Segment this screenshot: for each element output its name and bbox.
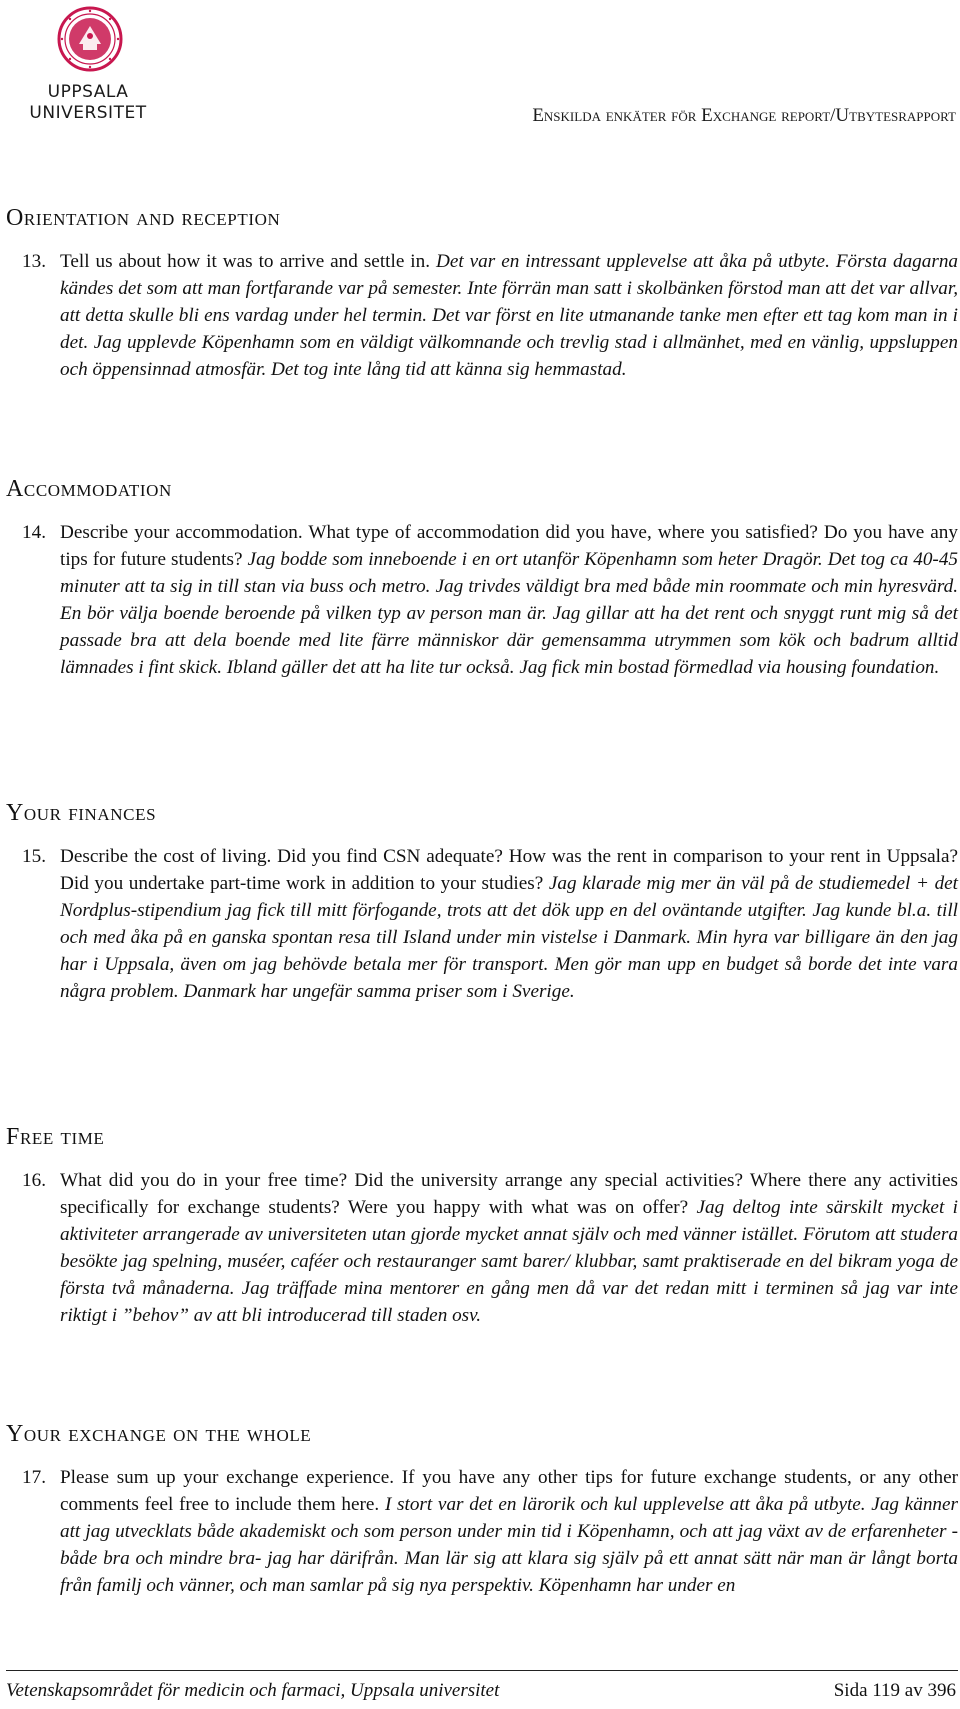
- question-text: Tell us about how it was to arrive and settle in.: [60, 251, 431, 272]
- university-name-line2: UNIVERSITET: [29, 103, 147, 123]
- question-item: [6, 519, 959, 681]
- question-paragraph: [60, 519, 958, 681]
- question-paragraph: [60, 1167, 958, 1329]
- section-title: Accommodation: [6, 476, 172, 502]
- university-name-line1: UPPSALA: [47, 82, 129, 102]
- section-title: Free time: [6, 1124, 105, 1150]
- question-item: [6, 843, 959, 1005]
- question-text: Please sum up your exchange experience. If you have any other tips for future exchange students, or any other comments feel free to include them here.: [60, 1467, 958, 1515]
- answer-text: Jag deltog inte särskilt mycket i aktiviteter arrangerade av universiteten utan gjorde mycket annat själv och med vänner istället. Förutom att studera besökte jag spelning, muséer, caféer och restauranger samt barer/ klubbar, samt praktiserade en del bikram yoga de första två månaderna. Jag träffade mina mentorer en gång men då var det redan mitt i terminen så jag var inte riktigt i ”behov” av att bli introducerad till staden osv.: [60, 1197, 958, 1326]
- page-header: [0, 0, 960, 130]
- footer-divider: [6, 1670, 958, 1671]
- section-free-time: [6, 1124, 956, 1329]
- question-item: [6, 1167, 956, 1329]
- question-number: 17.: [22, 1467, 46, 1488]
- question-paragraph: [60, 1464, 958, 1599]
- answer-text: Jag klarade mig mer än väl på de studiemedel + det Nordplus-stipendium jag fick till mitt förfogande, trots att det dök upp en del oväntande utgifter. Jag kunde bl.a. till och med åka på en ganska spontan resa till Island under min vistelse i Danmark. Min hyra var billigare än den jag har i Uppsala, även om jag behövde betala mer för transport. Men gör man upp en budget så borde det inte vara några problem. Danmark har ungefär samma priser som i Sverige.: [60, 873, 959, 1002]
- answer-text: I stort var det en lärorik och kul upplevelse att åka på utbyte. Jag känner att jag utvecklats både akademiskt och som person under min tid i Köpenhamn, och att jag växt av de erfarenheter - både bra och mindre bra- jag har därifrån. Man lär sig att klara sig själv på ett annat sätt när man är långt borta från familj och vänner, och man samlar på sig nya perspektiv. Köpenhamn har under en: [60, 1494, 958, 1596]
- section-finances: [6, 800, 959, 1005]
- section-accommodation: [6, 476, 959, 681]
- question-number: 15.: [22, 846, 46, 867]
- question-item: [6, 248, 959, 383]
- question-number: 14.: [22, 522, 46, 543]
- section-orientation: [6, 205, 959, 383]
- section-title: Orientation and reception: [6, 205, 281, 231]
- question-number: 16.: [22, 1170, 46, 1191]
- university-name: [8, 82, 168, 124]
- answer-text: Jag bodde som inneboende i en ort utanför Köpenhamn som heter Dragör. Det tog ca 40-45 minuter att ta sig in till stan via buss och metro. Jag trivdes väldigt bra med både min roommate och min hyresvärd. En bör välja boende beroende på vilken typ av person man är. Jag gillar att ha det rent och snyggt runt mig så det passade bra att dela boende med lite färre människor där gemensamma utrymmen som kök och badrum alltid lämnades i fint skick. Ibland gäller det att ha lite tur också. Jag fick min bostad förmedlad via housing foundation.: [60, 549, 959, 678]
- section-title: Your exchange on the whole: [6, 1421, 312, 1447]
- footer-page-number: Sida 119 av 396: [833, 1680, 956, 1701]
- uppsala-university-seal-icon: [57, 6, 123, 72]
- running-title: Enskilda enkäter för Exchange report/Utbytesrapport: [532, 105, 956, 126]
- question-paragraph: [60, 248, 958, 383]
- question-text: Describe the cost of living. Did you find CSN adequate? How was the rent in comparison to your rent in Uppsala? Did you undertake part-time work in addition to your studies?: [60, 846, 958, 894]
- section-exchange-whole: [6, 1421, 956, 1599]
- question-item: [6, 1464, 956, 1599]
- footer-institution: Vetenskapsområdet för medicin och farmaci, Uppsala universitet: [6, 1680, 500, 1701]
- answer-text: Det var en intressant upplevelse att åka på utbyte. Första dagarna kändes det som att man fortfarande var på semester. Inte förrän man satt i skolbänken förstod man att det var allvar, att detta skulle bli ens vardag under hel termin. Det var först en lite utmanande tanke men efter ett tag kom man in i det. Jag upplevde Köpenhamn som en väldigt välkomnande och trevlig stad i allmänhet, med en vänlig, uppsluppen och öppensinnad atmosfär. Det tog inte lång tid att känna sig hemmastad.: [60, 251, 959, 380]
- section-title: Your finances: [6, 800, 157, 826]
- question-paragraph: [60, 843, 958, 1005]
- question-text: Describe your accommodation. What type of accommodation did you have, where you satisfied? Do you have any tips for future students?: [60, 522, 958, 570]
- question-number: 13.: [22, 251, 46, 272]
- question-text: What did you do in your free time? Did the university arrange any special activities? Where there any activities specifically for exchange students? Were you happy with what was on offer?: [60, 1170, 958, 1218]
